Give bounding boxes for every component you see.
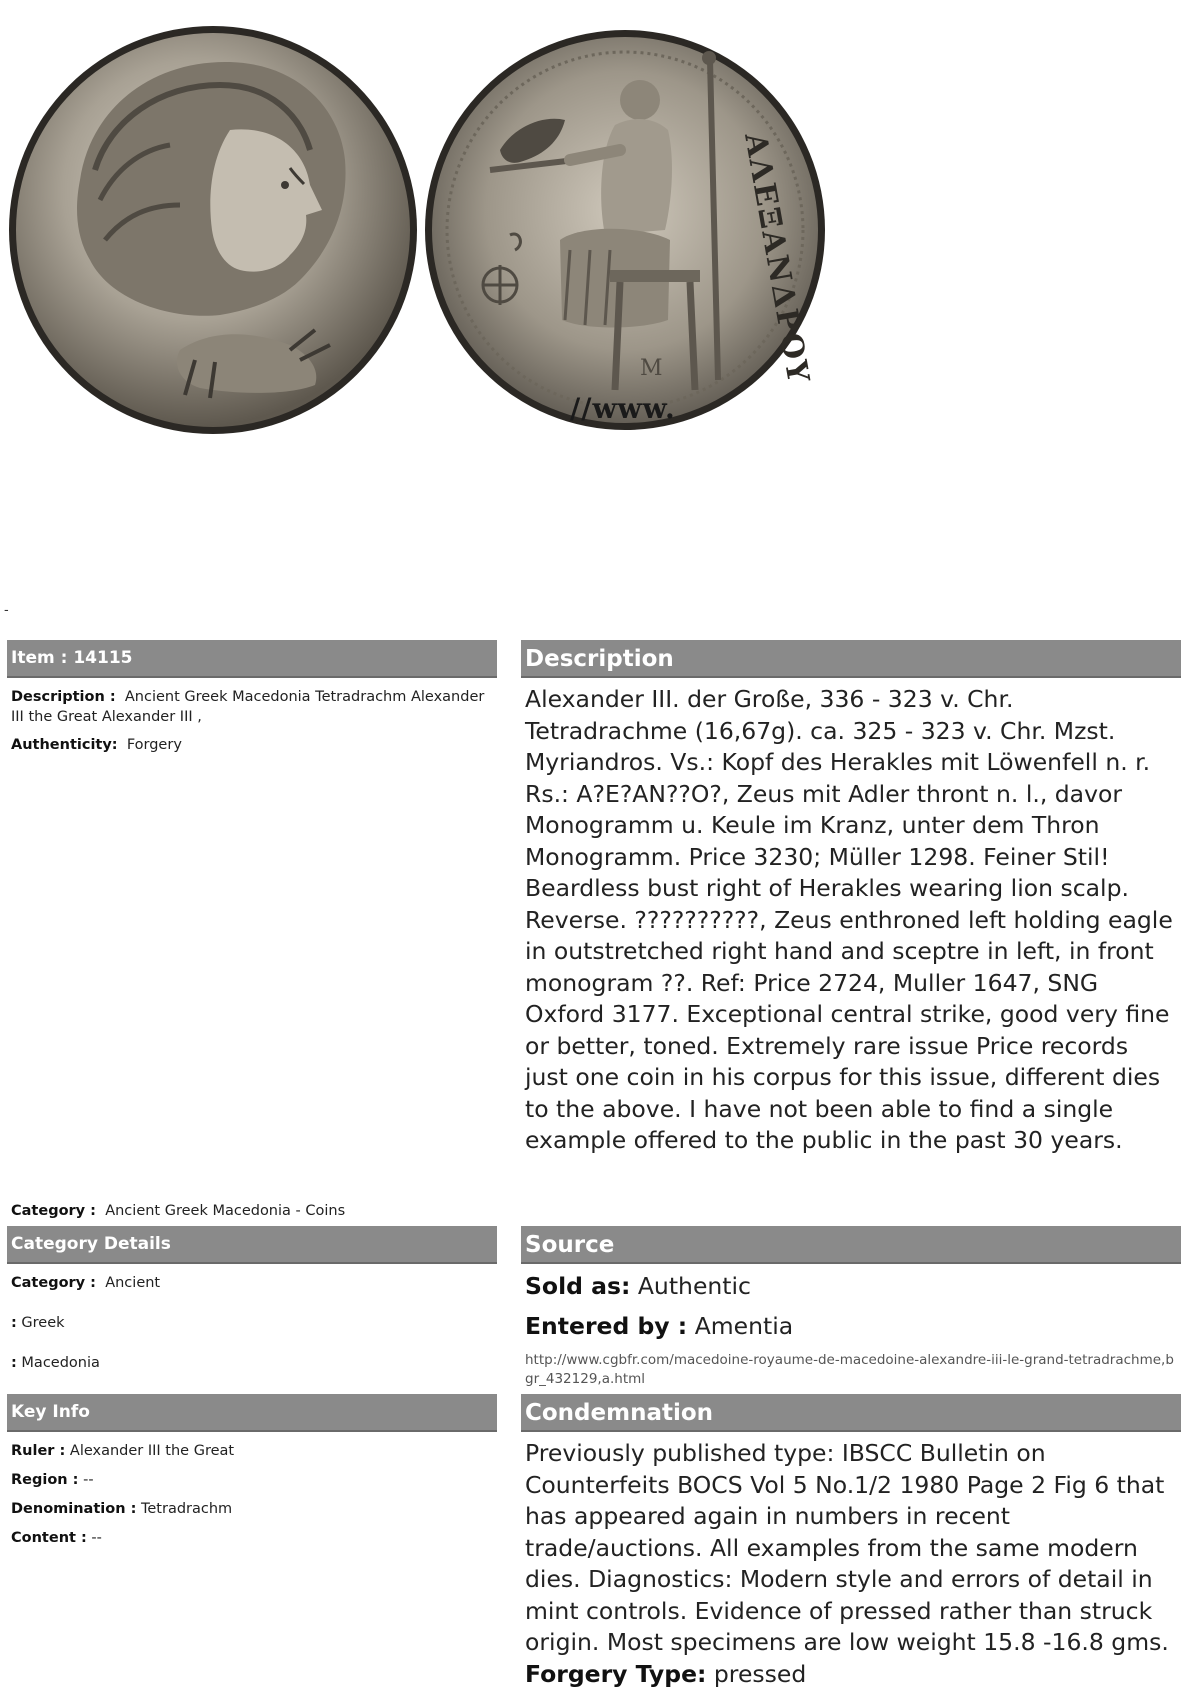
left-column xyxy=(7,640,497,1546)
sold-as-label: Sold as: xyxy=(525,1272,631,1300)
cat-category-value: Ancient xyxy=(105,1275,161,1291)
item-header: Item : 14115 xyxy=(7,640,497,678)
description-text: Alexander III. der Große, 336 - 323 v. Chr. Tetradrachme (16,67g). ca. 325 - 323 v. Chr. Mzst. Myriandros. Vs.: Kopf des Herakles mit Löwenfell n. r. Rs.: A?E?AN??O?, Zeus mit Adler thront n. l., davor Monogramm u. Keule im Kranz, unter dem Thron Monogramm. Price 3230; Müller 1298. Feiner Stil! Beardless bust right of Herakles wearing lion scalp. Reverse. ??????????, Zeus enthroned left holding eagle in outstretched right hand and sceptre in left, in front monogram ??. Ref: Price 2724, Muller 1647, SNG Oxford 3177. Exceptional central strike, good very fine or better, toned. Extremely rare issue Price records just one coin in his corpus for this issue, different dies to the above. I have not been able to find a single example offered to the public in the past 30 years. xyxy=(525,685,1173,1154)
region-value: -- xyxy=(83,1472,94,1488)
forgery-type-value: pressed xyxy=(713,1659,807,1688)
cat-sub2-label: : xyxy=(11,1355,17,1371)
image-watermark: //www. xyxy=(570,392,676,425)
ruler-row xyxy=(7,1441,497,1461)
svg-text:M: M xyxy=(640,356,663,381)
forgery-type-label: Forgery Type: xyxy=(525,1659,707,1688)
cat-category-label: Category : xyxy=(11,1275,96,1291)
description-row xyxy=(7,687,497,727)
denomination-row xyxy=(7,1499,497,1519)
category-value: Ancient Greek Macedonia - Coins xyxy=(105,1203,346,1219)
condemnation-text: Previously published type: IBSCC Bulletin on Counterfeits BOCS Vol 5 No.1/2 1980 Page 2 Fig 6 that has appeared again in numbers in recent trade/auctions. All examples from the same modern dies. Diagnostics: Modern style and errors of detail in mint controls. Evidence of pressed rather than struck origin. Most specimens are low weight 15.8 -16.8 gms. xyxy=(525,1439,1169,1656)
source-header: Source xyxy=(521,1226,1181,1264)
coin-photos xyxy=(0,0,1199,460)
content-label: Content : xyxy=(11,1530,87,1546)
source-url[interactable]: http://www.cgbfr.com/macedoine-royaume-de-macedoine-alexandre-iii-le-grand-tetradrachme,bgr_432129,a.html xyxy=(525,1352,1174,1387)
key-info-header: Key Info xyxy=(7,1394,497,1432)
denomination-value: Tetradrachm xyxy=(140,1501,233,1517)
category-row xyxy=(7,1201,501,1221)
coin-obverse-image xyxy=(9,26,417,434)
description-label: Description : xyxy=(11,689,116,705)
key-info-section xyxy=(7,1394,497,1548)
ruler-value: Alexander III the Great xyxy=(69,1443,235,1459)
description-value: Ancient Greek Macedonia Tetradrachm Alexander III the Great Alexander III , xyxy=(11,689,485,725)
condemnation-section xyxy=(521,1394,1181,1690)
cat-sub2-row xyxy=(7,1353,497,1373)
ruler-label: Ruler : xyxy=(11,1443,66,1459)
cat-category-row xyxy=(7,1273,497,1293)
cat-sub1-row xyxy=(7,1313,497,1333)
source-section xyxy=(521,1226,1181,1389)
cat-sub1-value: Greek xyxy=(21,1315,65,1331)
category-details-header: Category Details xyxy=(7,1226,497,1264)
entered-by-label: Entered by : xyxy=(525,1311,688,1340)
condemnation-body xyxy=(521,1438,1181,1690)
sold-as-value: Authentic xyxy=(637,1272,751,1300)
content-value: -- xyxy=(91,1530,102,1546)
entered-by-row xyxy=(521,1311,1181,1343)
region-row xyxy=(7,1470,497,1490)
coin-legend-text: ΑΛΕΞΑΝΔΡΟΥ xyxy=(737,130,816,388)
coin-reverse-image xyxy=(425,30,825,430)
cat-sub2-value: Macedonia xyxy=(21,1355,100,1371)
sold-as-row xyxy=(521,1271,1181,1303)
category-label: Category : xyxy=(11,1203,96,1219)
category-details-section xyxy=(7,1226,497,1373)
authenticity-value: Forgery xyxy=(126,737,182,753)
content-row xyxy=(7,1528,497,1548)
coin-photo-area xyxy=(0,0,1199,460)
description-header: Description xyxy=(521,640,1181,678)
stray-dash: - xyxy=(4,603,9,618)
cat-sub1-label: : xyxy=(11,1315,17,1331)
authenticity-label: Authenticity: xyxy=(11,737,118,753)
right-column xyxy=(521,640,1181,1688)
condemnation-header: Condemnation xyxy=(521,1394,1181,1432)
region-label: Region : xyxy=(11,1472,79,1488)
entered-by-value: Amentia xyxy=(694,1311,794,1340)
denomination-label: Denomination : xyxy=(11,1501,137,1517)
authenticity-row xyxy=(7,735,497,755)
